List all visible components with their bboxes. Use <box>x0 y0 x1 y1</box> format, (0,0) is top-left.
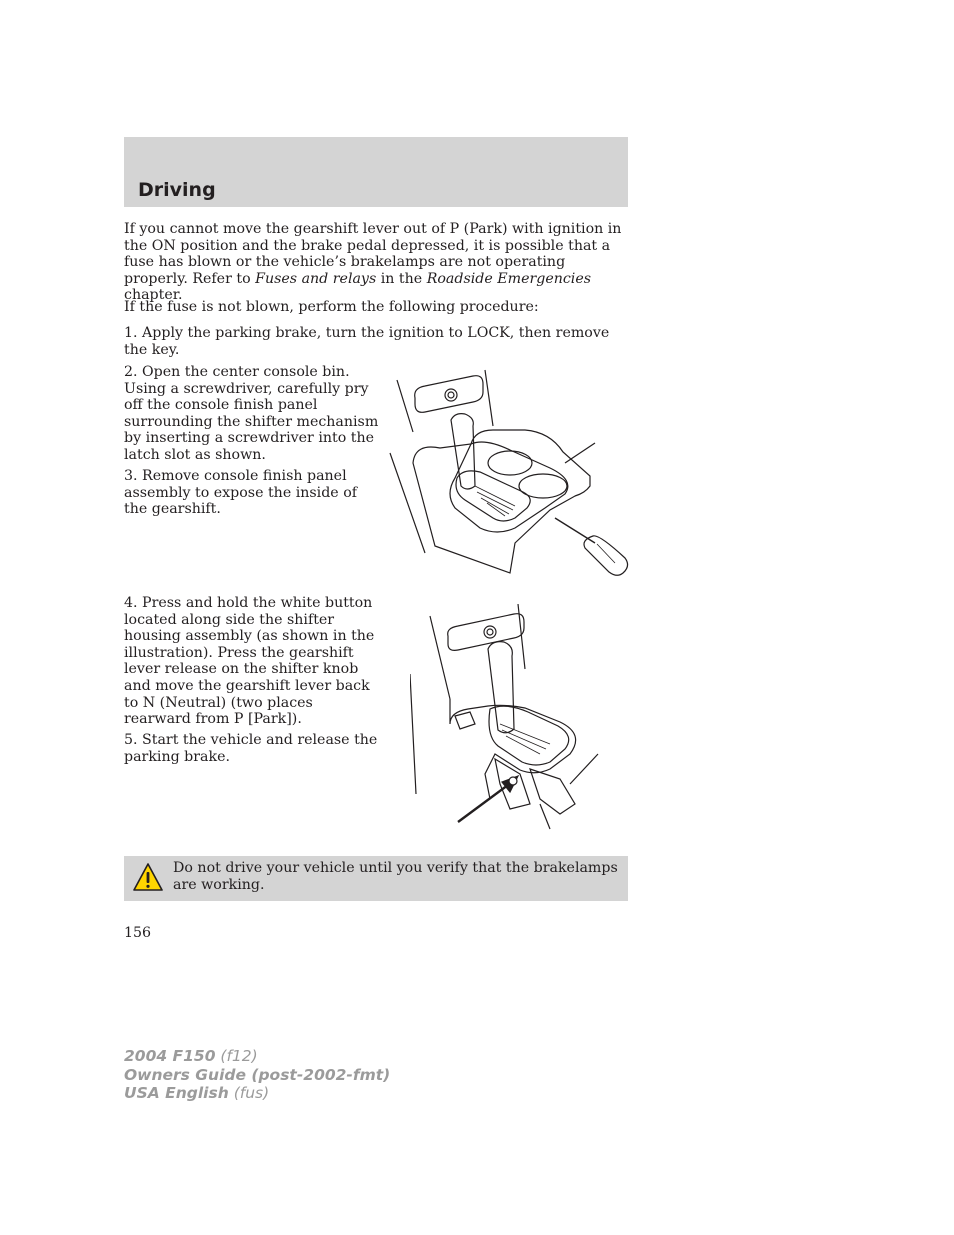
footer-guide: Owners Guide (post-2002-fmt) <box>124 1065 391 1084</box>
step-2: 2. Open the center console bin. Using a screwdriver, carefully pry off the console finish panel surrounding the shifter mechanism by inserting a screwdriver into the latch slot as shown. <box>124 364 379 463</box>
step-1: 1. Apply the parking brake, turn the ignition to LOCK, then remove the key. <box>124 325 610 358</box>
fuses-and-relays-reference: Fuses and relays <box>255 270 377 287</box>
roadside-emergencies-reference: Roadside Emergencies <box>426 270 592 287</box>
intro-paragraph <box>124 221 624 304</box>
procedure-intro: If the fuse is not blown, perform the following procedure: <box>124 299 539 315</box>
footer-model-code: (f12) <box>220 1047 258 1065</box>
warning-text: Do not drive your vehicle until you verify that the brakelamps are working. <box>173 860 618 893</box>
intro-text: chapter. <box>124 287 183 304</box>
step-5: 5. Start the vehicle and release the parking brake. <box>124 732 378 765</box>
section-header-band <box>124 137 628 207</box>
section-title: Driving <box>138 179 216 201</box>
step-3: 3. Remove console finish panel assembly to expose the inside of the gearshift. <box>124 468 357 518</box>
warning-box <box>124 856 628 901</box>
intro-text: If you cannot move the gearshift lever out of P (Park) with ignition in the ON position and the brake pedal depressed, it is possible that a fuse has blown or the vehicle’s brakelamps are not operating properly. Refer to <box>124 221 622 287</box>
footer-line-guide <box>124 1066 390 1085</box>
footer-language: USA English <box>124 1084 229 1102</box>
footer-line-language <box>124 1084 390 1103</box>
footer-line-model <box>124 1047 390 1066</box>
footer-model: 2004 F150 <box>124 1047 216 1065</box>
document-footer <box>124 1047 390 1103</box>
step-4: 4. Press and hold the white button located along side the shifter housing assembly (as shown in the illustration). Press the gearshift lever release on the shifter knob and move the gearshift lever back to N (Neutral) (two places rearward from P [Park]). <box>124 595 375 728</box>
shifter-release-button-illustration <box>410 604 605 836</box>
console-panel-removal-illustration <box>385 368 630 583</box>
page-number: 156 <box>124 925 152 941</box>
intro-text: in the <box>376 270 427 287</box>
footer-language-code: (fus) <box>233 1084 270 1102</box>
warning-triangle-icon <box>132 862 164 892</box>
